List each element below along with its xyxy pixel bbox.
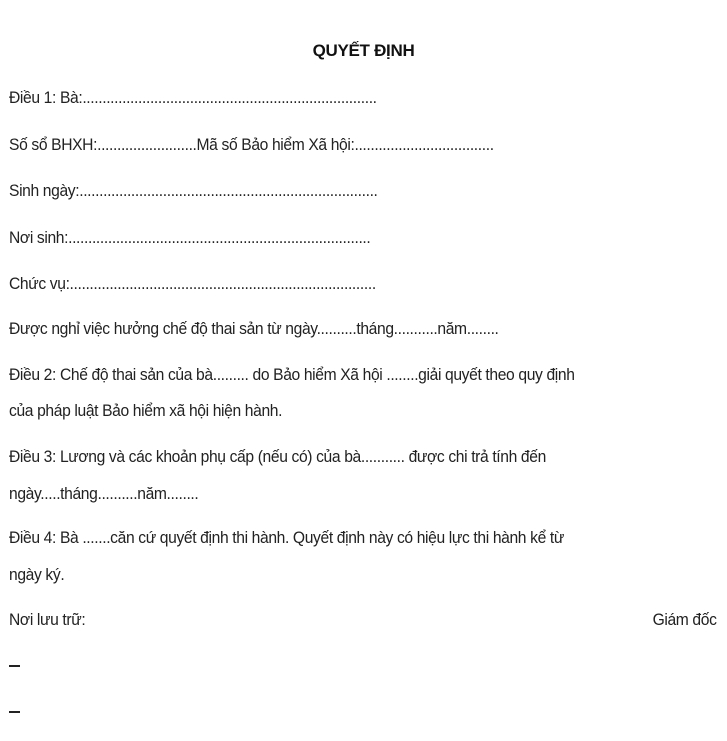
position-line: Chức vụ:.............................................................................: [9, 274, 376, 293]
article-3-line-2: ngày.....tháng..........năm........: [9, 484, 199, 503]
storage-label: Nơi lưu trữ:: [9, 610, 86, 629]
director-signature-label: Giám đốc: [653, 610, 717, 629]
article-3-line-1: Điều 3: Lương và các khoản phụ cấp (nếu có) của bà........... được chi trả tính đến: [9, 447, 546, 466]
article-2-line-1: Điều 2: Chế độ thai sản của bà......... do Bảo hiểm Xã hội ........giải quyết theo quy định: [9, 365, 575, 384]
social-insurance-book-line: Số sổ BHXH:.........................Mã số Bảo hiểm Xã hội:...................................: [9, 135, 494, 154]
date-of-birth-line: Sinh ngày:...........................................................................: [9, 181, 378, 200]
storage-item-2-dash: [9, 711, 20, 713]
article-4-line-1: Điều 4: Bà .......căn cứ quyết định thi hành. Quyết định này có hiệu lực thi hành kể từ: [9, 528, 564, 547]
maternity-leave-date-line: Được nghỉ việc hưởng chế độ thai sản từ ngày..........tháng...........năm........: [9, 319, 499, 338]
place-of-birth-line: Nơi sinh:............................................................................: [9, 228, 371, 247]
storage-item-1-dash: [9, 665, 20, 667]
article-1-name-line: Điều 1: Bà:..........................................................................: [9, 88, 377, 107]
document-title: QUYẾT ĐỊNH: [312, 41, 415, 60]
article-2-line-2: của pháp luật Bảo hiểm xã hội hiện hành.: [9, 401, 283, 420]
article-4-line-2: ngày ký.: [9, 565, 65, 584]
